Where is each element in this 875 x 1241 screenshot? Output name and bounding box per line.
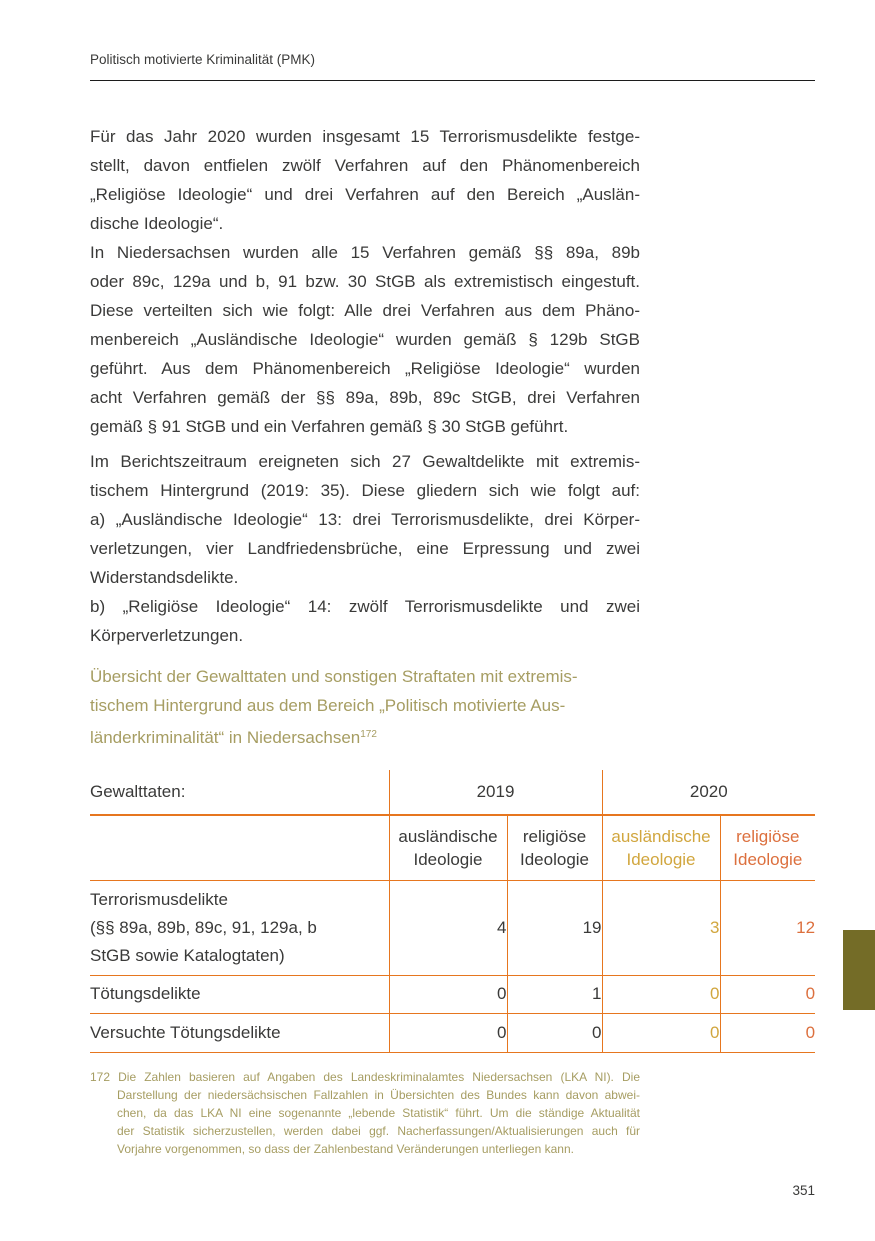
paragraph-gewaltdelikte bbox=[90, 447, 640, 650]
table-subheader-row bbox=[90, 815, 815, 880]
footnote-line: Vorjahre vorgenommen, so dass der Zahlenbestand Veränderungen unterliegen kann. bbox=[117, 1142, 574, 1156]
row-label-line: (§§ 89a, 89b, 89c, 91, 129a, b bbox=[90, 917, 317, 937]
table-row-versuchte-toetungsdelikte bbox=[90, 1013, 815, 1052]
paragraph-line: oder 89c, 129a und b, 91 bzw. 30 StGB als extremistisch eingestuft. bbox=[90, 272, 640, 291]
paragraph-line: In Niedersachsen wurden alle 15 Verfahren gemäß §§ 89a, 89b bbox=[90, 243, 640, 262]
footnote-line: chen, da das LKA NI eine sogenannte „lebende Statistik“ führt. Um die ständige Aktualität bbox=[117, 1106, 640, 1120]
paragraph-line: geführt. Aus dem Phänomenbereich „Religiöse Ideologie“ wurden bbox=[90, 359, 640, 378]
table-row-label: Tötungsdelikte bbox=[90, 975, 389, 1013]
table-subheader-2019-religioese bbox=[507, 815, 602, 880]
paragraph-line: dische Ideologie“. bbox=[90, 214, 224, 233]
table-cell-value: 0 bbox=[602, 975, 720, 1013]
subheader-line: religiöse bbox=[736, 826, 800, 846]
table-caption-line: tischem Hintergrund aus dem Bereich „Politisch motivierte Aus- bbox=[90, 696, 566, 715]
table-subheader-2020-auslaendische bbox=[602, 815, 720, 880]
table-caption-line: Übersicht der Gewalttaten und sonstigen Straftaten mit extremis- bbox=[90, 667, 578, 686]
footnote-reference: 172 bbox=[360, 729, 377, 740]
body-copy bbox=[90, 122, 640, 752]
table-cell-value: 0 bbox=[507, 1013, 602, 1052]
paragraph-line: acht Verfahren gemäß der §§ 89a, 89b, 89c StGB, drei Verfahren bbox=[90, 388, 640, 407]
paragraph-line: menbereich „Ausländische Ideologie“ wurden gemäß § 129b StGB bbox=[90, 330, 640, 349]
header-rule bbox=[90, 80, 815, 81]
table-cell-value: 1 bbox=[507, 975, 602, 1013]
page-number: 351 bbox=[792, 1183, 815, 1198]
footnote-line: 172 Die Zahlen basieren auf Angaben des Landeskriminalamtes Niedersachsen (LKA NI). Die bbox=[90, 1070, 640, 1084]
table-header-gewalttaten: Gewalttaten: bbox=[90, 770, 389, 815]
table-year-header-row bbox=[90, 770, 815, 815]
table-row-terrorismusdelikte bbox=[90, 880, 815, 975]
subheader-line: ausländische bbox=[398, 826, 498, 846]
paragraph-line: Für das Jahr 2020 wurden insgesamt 15 Terrorismusdelikte festge- bbox=[90, 127, 640, 146]
paragraph-line: a) „Ausländische Ideologie“ 13: drei Terrorismusdelikte, drei Körper- bbox=[90, 510, 640, 529]
table-cell-value: 4 bbox=[389, 880, 507, 975]
chapter-thumb-tab bbox=[843, 930, 875, 1010]
table-row-label bbox=[90, 880, 389, 975]
table-cell-value: 0 bbox=[602, 1013, 720, 1052]
footnote-line: der Statistik sicherzustellen, werden dabei ggf. Nacherfassungen/Aktualisierungen auch für bbox=[117, 1124, 640, 1138]
subheader-line: religiöse bbox=[522, 826, 587, 846]
paragraph-line: stellt, davon entfielen zwölf Verfahren auf den Phänomenbereich bbox=[90, 156, 640, 175]
paragraph-line: Im Berichtszeitraum ereigneten sich 27 Gewaltdelikte mit extremis- bbox=[90, 452, 640, 471]
footnote-172 bbox=[90, 1068, 640, 1158]
table-cell-value: 0 bbox=[389, 975, 507, 1013]
table-cell-value: 19 bbox=[507, 880, 602, 975]
paragraph-line: gemäß § 91 StGB und ein Verfahren gemäß § 30 StGB geführt. bbox=[90, 417, 569, 436]
footnote-line: Darstellung der niedersächsischen Fallzahlen in Übersichten des Bundes kann davon abwei- bbox=[117, 1088, 640, 1102]
table-subheader-empty bbox=[90, 815, 389, 880]
paragraph-line: Widerstandsdelikte. bbox=[90, 568, 239, 587]
table-cell-value: 0 bbox=[720, 1013, 815, 1052]
paragraph-line: verletzungen, vier Landfriedensbrüche, eine Erpressung und zwei bbox=[90, 539, 640, 558]
subheader-line: ausländische bbox=[611, 826, 711, 846]
table-row-label: Versuchte Tötungsdelikte bbox=[90, 1013, 389, 1052]
paragraph-line: b) „Religiöse Ideologie“ 14: zwölf Terrorismusdelikte und zwei bbox=[90, 597, 640, 616]
paragraph-line: tischem Hintergrund (2019: 35). Diese gliedern sich wie folgt auf: bbox=[90, 481, 640, 500]
table-header-year-2019: 2019 bbox=[389, 770, 602, 815]
table-cell-value: 12 bbox=[720, 880, 815, 975]
table-cell-value: 0 bbox=[720, 975, 815, 1013]
table-cell-value: 0 bbox=[389, 1013, 507, 1052]
paragraph-line: Diese verteilten sich wie folgt: Alle drei Verfahren aus dem Phäno- bbox=[90, 301, 640, 320]
table-caption-line-text: länderkriminalität“ in Niedersachsen bbox=[90, 728, 361, 747]
row-label-line: Terrorismusdelikte bbox=[90, 889, 228, 909]
table-cell-value: 3 bbox=[602, 880, 720, 975]
paragraph-line: „Religiöse Ideologie“ und drei Verfahren auf den Bereich „Auslän- bbox=[90, 185, 640, 204]
table-row-toetungsdelikte bbox=[90, 975, 815, 1013]
subheader-line: Ideologie bbox=[733, 849, 803, 869]
table-subheader-2019-auslaendische bbox=[389, 815, 507, 880]
table-header-year-2020: 2020 bbox=[602, 770, 815, 815]
paragraph-line: Körperverletzungen. bbox=[90, 626, 244, 645]
paragraph-terrorism-overview bbox=[90, 122, 640, 238]
table-caption bbox=[90, 662, 640, 752]
row-label-line: StGB sowie Katalogtaten) bbox=[90, 945, 285, 965]
subheader-line: Ideologie bbox=[520, 849, 590, 869]
subheader-line: Ideologie bbox=[626, 849, 696, 869]
table-subheader-2020-religioese bbox=[720, 815, 815, 880]
subheader-line: Ideologie bbox=[413, 849, 483, 869]
table-caption-line bbox=[90, 720, 640, 752]
gewalttaten-table bbox=[90, 770, 815, 1053]
paragraph-niedersachsen-verfahren bbox=[90, 238, 640, 441]
running-header: Politisch motivierte Kriminalität (PMK) bbox=[90, 52, 316, 67]
